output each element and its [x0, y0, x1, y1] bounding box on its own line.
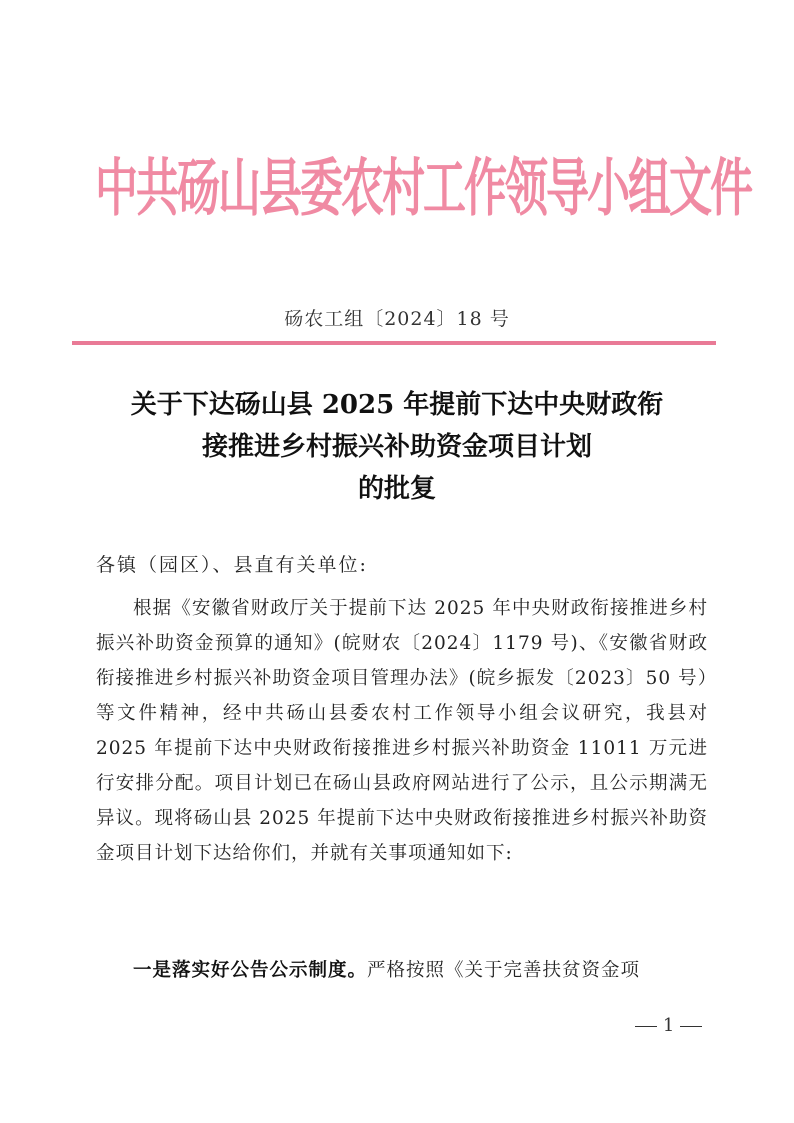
- issuer-masthead: 中共砀山县委农村工作领导小组文件: [95, 153, 751, 226]
- title-line-3: 的批复: [357, 474, 436, 504]
- page-number-right-dash: [680, 1026, 702, 1027]
- document-number: 砀农工组〔2024〕18 号: [284, 308, 510, 330]
- page-number-value: 1: [662, 1015, 675, 1036]
- point-1-text: 严格按照《关于完善扶贫资金项: [367, 960, 641, 981]
- point-1-heading: 一是落实好公告公示制度。: [133, 960, 368, 981]
- title-line-1: 关于下达砀山县 2025 年提前下达中央财政衔: [130, 390, 664, 420]
- point-1: [96, 956, 708, 982]
- title-line-2: 接推进乡村振兴补助资金项目计划: [201, 432, 592, 462]
- red-separator-line: [72, 341, 716, 345]
- page-number: [635, 1015, 702, 1036]
- document-title: [60, 384, 734, 510]
- addressee-line: 各镇（园区）、县直有关单位:: [96, 554, 368, 576]
- body-paragraph-1: 根据《安徽省财政厅关于提前下达 2025 年中央财政衔接推进乡村振兴补助资金预算的通知》(皖财农〔2024〕1179 号)、《安徽省财政衔接推进乡村振兴补助资金项目管理办法》(皖乡振发〔2023〕50 号）等文件精神，经中共砀山县委农村工作领导小组会议研究，我县对 2025 年提前下达中央财政衔接推进乡村振兴补助资金 11011 万元进行安排分配。项目计划已在砀山县政府网站进行了公示，且公示期满无异议。现将砀山县 2025 年提前下达中央财政衔接推进乡村振兴补助资金项目计划下达给你们，并就有关事项通知如下:: [96, 598, 708, 864]
- page-number-left-dash: [635, 1026, 657, 1027]
